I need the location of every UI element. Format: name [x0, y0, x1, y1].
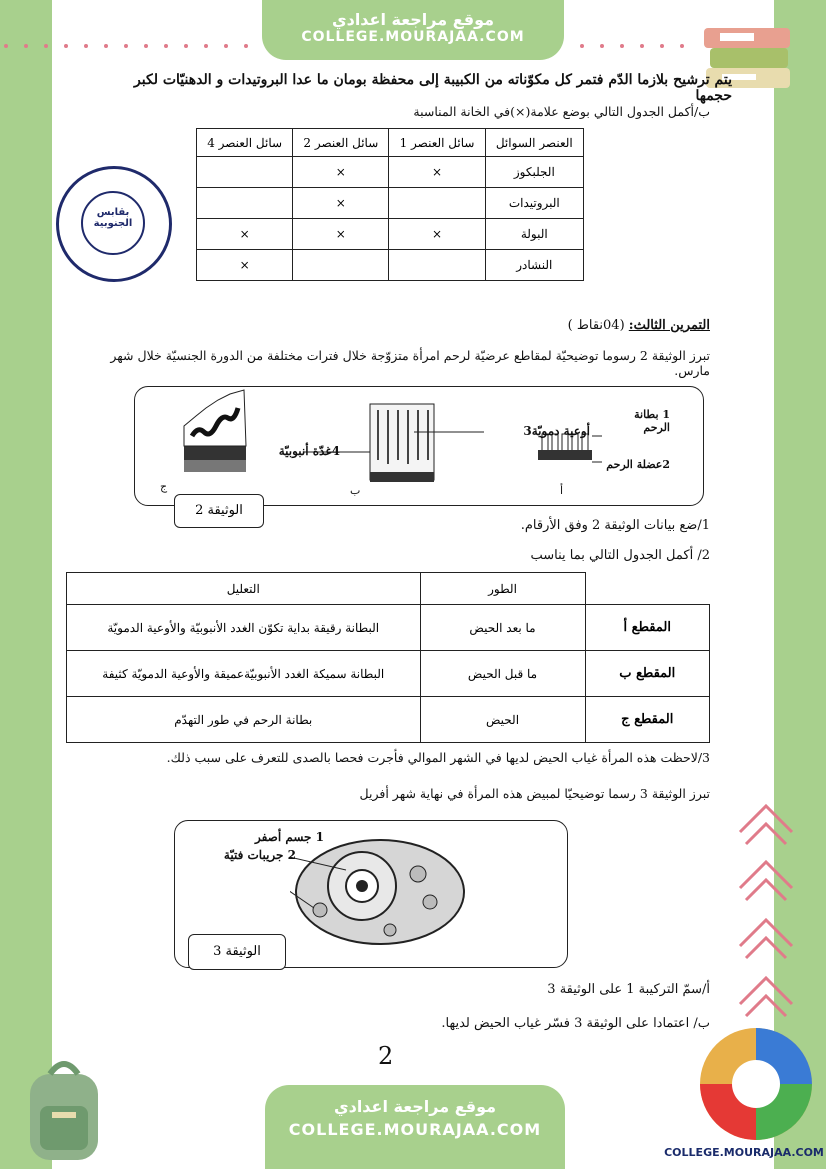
page-number: 2	[378, 1042, 394, 1070]
question-a: أ/سمّ التركيبة 1 على الوثيقة 3	[547, 982, 710, 997]
chevron-up-icon	[736, 790, 796, 850]
chevron-up-icon	[736, 962, 796, 1022]
table2-cell: المقطع ج	[585, 697, 710, 743]
exercise3-points: (04نقاط )	[567, 318, 625, 333]
chevron-up-icon	[736, 846, 796, 906]
decorative-dot	[224, 44, 228, 48]
section-a-label: أ	[560, 484, 564, 497]
phases-table	[66, 572, 710, 743]
uterus-sections-drawing	[134, 386, 702, 504]
table1-cell: النشادر	[485, 250, 583, 281]
decorative-dot	[580, 44, 584, 48]
decorative-dot	[244, 44, 248, 48]
table1-cell: البولة	[485, 219, 583, 250]
table1-cell: ×	[389, 157, 485, 188]
decorative-dot	[204, 44, 208, 48]
table1-cell	[293, 250, 389, 281]
table-row	[197, 250, 584, 281]
decorative-dot	[680, 44, 684, 48]
table1-cell	[389, 188, 485, 219]
exercise3-title: التمرين الثالث:	[628, 318, 710, 333]
table-row	[67, 605, 710, 651]
section-a-drawing	[538, 434, 602, 462]
footer-banner	[265, 1085, 565, 1169]
table1-cell: ×	[197, 250, 293, 281]
footer-site-url[interactable]: COLLEGE.MOURAJAA.COM	[288, 1120, 542, 1139]
subjects-wheel-logo	[696, 1024, 816, 1144]
table1-header: سائل العنصر 2	[293, 129, 389, 157]
table-row	[197, 188, 584, 219]
table1-header: العنصر السوائل	[485, 129, 583, 157]
section-b-drawing	[370, 404, 434, 482]
decorative-dot	[4, 44, 8, 48]
table2-cell: المقطع ب	[585, 651, 710, 697]
header-site-url[interactable]: COLLEGE.MOURAJAA.COM	[301, 29, 525, 45]
table2-cell: المقطع أ	[585, 605, 710, 651]
stamp-center: بقابس الجنوبية	[81, 191, 145, 255]
table1-cell: البروتيدات	[485, 188, 583, 219]
question-3: 3/لاحظت هذه المرأة غياب الحيض لديها في الشهر الموالي فأجرت فحصا بالصدى للتعرف على سبب ذلك.	[166, 750, 710, 765]
table2-header: التعليل	[67, 573, 421, 605]
table1-header: سائل العنصر 1	[389, 129, 485, 157]
table1-cell	[389, 250, 485, 281]
top-line: يتم ترشيح بلازما الدّم فتمر كل مكوّناته من الكبيبة إلى محفظة بومان ما عدا البروتيدات و الدهنيّات لكبر حجمها	[134, 72, 732, 104]
table2-header: الطور	[420, 573, 585, 605]
decorative-dot	[620, 44, 624, 48]
decorative-dot	[64, 44, 68, 48]
document3-caption: الوثيقة 3	[188, 934, 286, 970]
document3-intro: تبرز الوثيقة 3 رسما توضيحيّا لمبيض هذه المرأة في نهاية شهر أفريل	[359, 786, 710, 801]
doc2-label-3: أوعية دمويّة3	[523, 424, 590, 438]
table-row	[67, 651, 710, 697]
table1-cell: ×	[293, 157, 389, 188]
header-banner	[262, 0, 564, 60]
backpack-icon	[16, 1056, 112, 1164]
part-b-instruction: ب/أكمل الجدول التالي بوضع علامة(×)في الخانة المناسبة	[413, 104, 710, 119]
exercise3-intro: تبرز الوثيقة 2 رسوما توضيحيّة لمقاطع عرضيّة لرحم امرأة متزوّجة خلال فترات مختلفة من الدورة الجنسيّة خلال شهر مارس.	[110, 348, 710, 378]
document2-caption: الوثيقة 2	[174, 494, 264, 528]
section-c-drawing	[184, 390, 246, 472]
decorative-dot	[164, 44, 168, 48]
question-2: 2/ أكمل الجدول التالي بما يناسب	[530, 548, 710, 563]
table-row	[197, 219, 584, 250]
decorative-dot	[640, 44, 644, 48]
table1-cell: الجلبكوز	[485, 157, 583, 188]
table2-cell: البطانة رقيقة بداية تكوّن الغدد الأنبوبيّة والأوعية الدمويّة	[67, 605, 421, 651]
footer-logo-url[interactable]: COLLEGE.MOURAJAA.COM	[664, 1146, 824, 1159]
table1-cell	[197, 157, 293, 188]
question-1: 1/ضع بيانات الوثيقة 2 وفق الأرقام.	[520, 518, 710, 533]
section-b-label: ب	[350, 484, 361, 497]
table2-header	[585, 573, 710, 605]
decorative-dot	[84, 44, 88, 48]
decorative-dot	[600, 44, 604, 48]
section-c-label: ج	[160, 480, 168, 493]
question-b: ب/ اعتمادا على الوثيقة 3 فسّر غياب الحيض لديها.	[441, 1016, 710, 1031]
ovary-drawing	[290, 830, 470, 950]
decorative-dot	[144, 44, 148, 48]
table1-cell: ×	[197, 219, 293, 250]
table2-cell: البطانة سميكة الغدد الأنبوبيّةعميقة والأوعية الدمويّة كثيفة	[67, 651, 421, 697]
footer-site-name: موقع مراجعة اعدادي	[333, 1097, 497, 1116]
table-row	[67, 697, 710, 743]
doc3-label-1: 1 جسم أصفر	[254, 830, 324, 844]
table1-cell	[197, 188, 293, 219]
decorative-dot	[184, 44, 188, 48]
exercise3-heading	[470, 318, 710, 333]
table1-cell: ×	[293, 219, 389, 250]
doc3-label-2: 2 جريبات فتيّة	[223, 848, 296, 862]
table2-cell: ما بعد الحيض	[420, 605, 585, 651]
fluids-table	[196, 128, 584, 281]
decorative-dot	[660, 44, 664, 48]
decorative-dot	[24, 44, 28, 48]
decorative-dot	[104, 44, 108, 48]
decorative-dot	[124, 44, 128, 48]
doc2-label-1: 1 بطانة الرحم	[634, 408, 670, 434]
table2-cell: بطانة الرحم في طور التهدّم	[67, 697, 421, 743]
table1-cell: ×	[293, 188, 389, 219]
table-row	[197, 157, 584, 188]
decorative-dot	[44, 44, 48, 48]
chevron-up-icon	[736, 904, 796, 964]
table2-cell: الحيض	[420, 697, 585, 743]
table1-cell: ×	[389, 219, 485, 250]
table1-header: سائل العنصر 4	[197, 129, 293, 157]
table2-cell: ما قبل الحيض	[420, 651, 585, 697]
header-site-name: موقع مراجعة اعدادي	[331, 10, 495, 29]
school-stamp	[56, 166, 172, 282]
doc2-label-2: 2عضلة الرحم	[606, 458, 670, 471]
doc2-label-4: 4غدّة أنبوبيّة	[278, 444, 340, 458]
